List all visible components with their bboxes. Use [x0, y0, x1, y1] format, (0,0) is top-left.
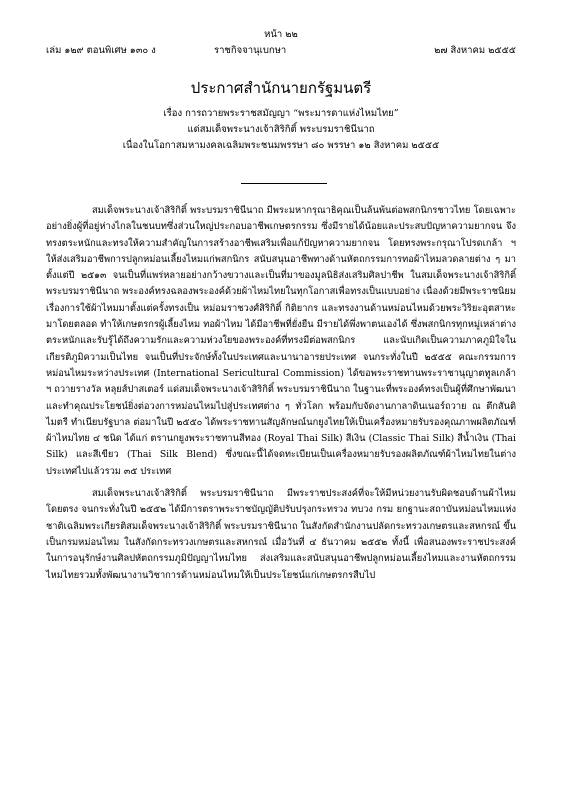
announcement-title: ประกาศสำนักนายกรัฐมนตรี: [190, 79, 372, 97]
body-paragraph: สมเด็จพระนางเจ้าสิริกิติ์ พระบรมราชินีนาถ มีพระราชประสงค์ที่จะให้มีหน่วยงานรับผิดชอบด้านผ้าไหมโดยตรง จนกระทั่งในปี ๒๕๕๒ ได้มีการตราพระราชบัญญัติปรับปรุงกระทรวง ทบวง กรม ยกฐานะสถาบันหม่อนไหมแห่งชาติเฉลิมพระเกียรติสมเด็จพระนางเจ้าสิริกิติ์ พระบรมราชินีนาถ ในสังกัดสำนักงานปลัดกระทรวงเกษตรและสหกรณ์ ขึ้นเป็นกรมหม่อนไหม ในสังกัดกระทรวงเกษตรและสหกรณ์ เมื่อวันที่ ๔ ธันวาคม ๒๕๕๒ ทั้งนี้ เพื่อสนองพระราชประสงค์ ในการอนุรักษ์งานศิลปหัตถกรรมภูมิปัญญาไหมไทย ส่งเสริมและสนับสนุนอาชีพปลูกหม่อนเลี้ยงไหมและงานหัตถกรรมไหมไทยรวมทั้งพัฒนางานวิชาการด้านหม่อนไหมให้เป็นประโยชน์แก่เกษตรกรสืบไป: [46, 488, 516, 581]
publication-date: ๒๗ สิงหาคม ๒๕๕๕: [434, 45, 516, 56]
subject-line: เรื่อง การถวายพระราชสมัญญา “พระมารดาแห่งไหมไทย”: [163, 108, 399, 119]
honoree-line: แด่สมเด็จพระนางเจ้าสิริกิติ์ พระบรมราชินีนาถ: [187, 124, 375, 135]
announcement-heading: [0, 76, 562, 154]
occasion-line: เนื่องในโอกาสมหามงคลเฉลิมพระชนมพรรษา ๘๐ พรรษา ๑๒ สิงหาคม ๒๕๕๕: [122, 140, 440, 151]
announcement-body: [46, 203, 516, 590]
gazette-header: [46, 43, 516, 57]
body-paragraph: สมเด็จพระนางเจ้าสิริกิติ์ พระบรมราชินีนาถ มีพระมหากรุณาธิคุณเป็นล้นพ้นต่อพสกนิกรชาวไทย โดยเฉพาะอย่างยิ่งผู้ที่อยู่ห่างไกลในชนบทซึ่งส่วนใหญ่ประกอบอาชีพเกษตรกรรม ซึ่งมีรายได้น้อยและประสบปัญหาความยากจน จึงทรงตระหนักและทรงให้ความสำคัญในการสร้างอาชีพเสริมเพื่อแก้ปัญหาความยากจน โดยทรงพระกรุณาโปรดเกล้า ฯ ให้ส่งเสริมอาชีพการปลูกหม่อนเลี้ยงไหมแก่พสกนิกร สนับสนุนอาชีพทางด้านหัตถกรรมการทอผ้าไหมลวดลายต่าง ๆ มาตั้งแต่ปี ๒๕๑๓ จนเป็นที่แพร่หลายอย่างกว้างขวางและเป็นที่มาของมูลนิธิส่งเสริมศิลปาชีพ ในสมเด็จพระนางเจ้าสิริกิติ์ พระบรมราชินีนาถ พระองค์ทรงฉลองพระองค์ด้วยผ้าไหมไทยในทุกโอกาสเพื่อทรงเป็นแบบอย่าง เนื่องด้วยมีพระราชนิยมเรื่องการใช้ผ้าไหมมาตั้งแต่ครั้งทรงเป็น หม่อมราชวงศ์สิริกิติ์ กิติยากร และทรงงานด้านหม่อนไหมด้วยพระวิริยะอุตสาหะมาโดยตลอด ทำให้เกษตรกรผู้เลี้ยงไหม ทอผ้าไหม ได้มีอาชีพที่ยั่งยืน มีรายได้พึ่งพาตนเองได้ ซึ่งพสกนิกรทุกหมู่เหล่าต่างตระหนักและรับรู้ได้ถึงความรักและความห่วงใยของพระองค์ที่ทรงมีต่อพสกนิกร และนับเกิดเป็นความภาคภูมิใจในเกียรติภูมิความเป็นไทย จนเป็นที่ประจักษ์ทั้งในประเทศและนานาอารยประเทศ จนกระทั่งในปี ๒๕๕๕ คณะกรรมการหม่อนไหมระหว่างประเทศ (International Sericultural Commission) ได้ขอพระราชทานพระราชานุญาตทูลเกล้า ฯ ถวายรางวัล หลุยส์ปาสเตอร์ แด่สมเด็จพระนางเจ้าสิริกิติ์ พระบรมราชินีนาถ ในฐานะที่พระองค์ทรงเป็นผู้ที่ศึกษาพัฒนาและทำคุณประโยชน์ยิ่งต่อวงการหม่อนไหมไปสู่ประเทศต่าง ๆ ทั่วโลก พร้อมกับจัดงานกาลาดินเนอร์ถวาย ณ ตึกสันติไมตรี ทำเนียบรัฐบาล ต่อมาในปี ๒๕๕๐ ได้พระราชทานสัญลักษณ์นกยูงไทยให้เป็นเครื่องหมายรับรองคุณภาพผลิตภัณฑ์ผ้าไหมไทย ๔ ชนิด ได้แก่ ตรานกยูงพระราชทานสีทอง (Royal Thai Silk) สีเงิน (Classic Thai Silk) สีน้ำเงิน (Thai Silk) และสีเขียว (Thai Silk Blend) ซึ่งขณะนี้ได้จดทะเบียนเป็นเครื่องหมายรับรองผลิตภัณฑ์ผ้าไหมไทยในต่างประเทศไปแล้วรวม ๓๕ ประเทศ: [46, 205, 516, 477]
heading-divider: [241, 183, 327, 184]
page-number: หน้า ๒๒: [264, 29, 298, 40]
gazette-name: ราชกิจจานุเบกษา: [214, 45, 287, 56]
volume-issue: เล่ม ๑๒๙ ตอนพิเศษ ๑๓๐ ง: [46, 45, 156, 56]
